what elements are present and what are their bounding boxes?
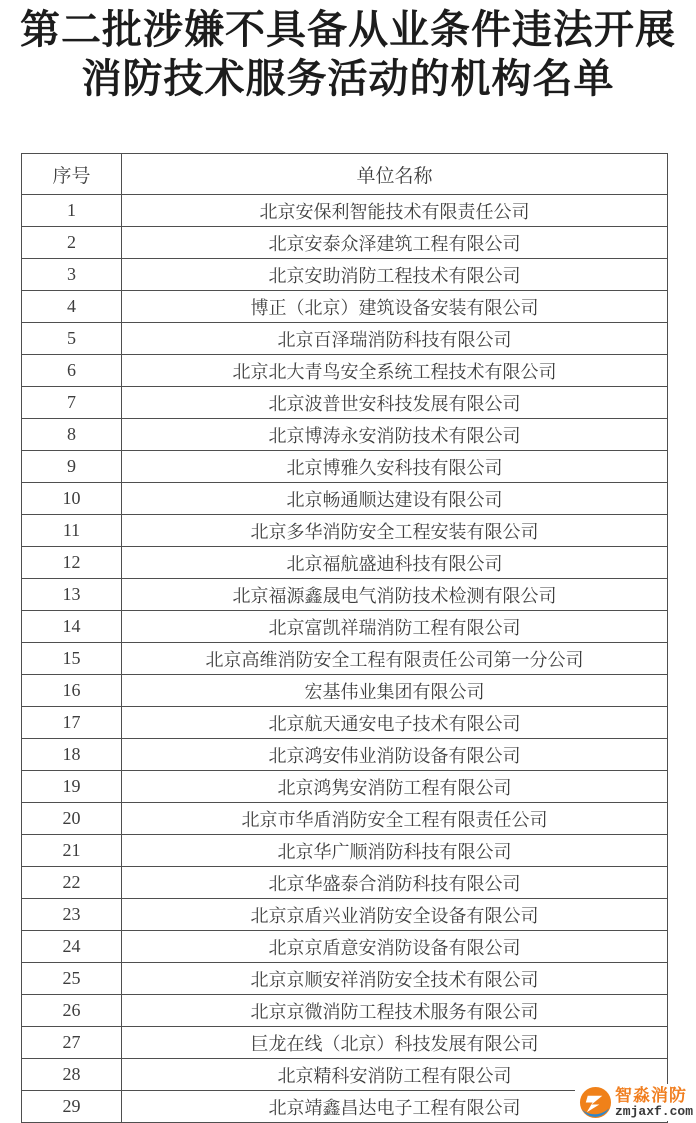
row-number-cell: 19 [22, 771, 122, 803]
company-name-cell: 北京精科安消防工程有限公司 [122, 1059, 668, 1091]
watermark-text [615, 1087, 693, 1118]
table-row [22, 451, 668, 483]
table-row [22, 355, 668, 387]
row-number-cell: 1 [22, 195, 122, 227]
table-row [22, 771, 668, 803]
company-name-cell: 北京博雅久安科技有限公司 [122, 451, 668, 483]
row-number-cell: 22 [22, 867, 122, 899]
row-number-cell: 21 [22, 835, 122, 867]
table-row [22, 739, 668, 771]
table-row [22, 579, 668, 611]
company-name-cell: 北京市华盾消防安全工程有限责任公司 [122, 803, 668, 835]
table-row [22, 835, 668, 867]
company-name-cell: 北京畅通顺达建设有限公司 [122, 483, 668, 515]
row-number-cell: 8 [22, 419, 122, 451]
table-row [22, 1027, 668, 1059]
table-row [22, 419, 668, 451]
row-number-cell: 3 [22, 259, 122, 291]
company-name-cell: 北京富凯祥瑞消防工程有限公司 [122, 611, 668, 643]
company-name-cell: 北京靖鑫昌达电子工程有限公司 [122, 1091, 668, 1123]
table-body [22, 195, 668, 1123]
row-number-cell: 24 [22, 931, 122, 963]
company-name-cell: 北京百泽瑞消防科技有限公司 [122, 323, 668, 355]
row-number-cell: 10 [22, 483, 122, 515]
table-row [22, 867, 668, 899]
table-row [22, 963, 668, 995]
table-row [22, 995, 668, 1027]
row-number-cell: 5 [22, 323, 122, 355]
company-name-cell: 北京博涛永安消防技术有限公司 [122, 419, 668, 451]
company-name-cell: 北京北大青鸟安全系统工程技术有限公司 [122, 355, 668, 387]
row-number-cell: 4 [22, 291, 122, 323]
table-header-row [22, 154, 668, 195]
header-cell-name: 单位名称 [122, 154, 668, 195]
table-row [22, 259, 668, 291]
company-name-cell: 北京福航盛迪科技有限公司 [122, 547, 668, 579]
table-row [22, 899, 668, 931]
row-number-cell: 11 [22, 515, 122, 547]
row-number-cell: 7 [22, 387, 122, 419]
company-name-cell: 北京福源鑫晟电气消防技术检测有限公司 [122, 579, 668, 611]
table-row [22, 611, 668, 643]
company-name-cell: 北京高维消防安全工程有限责任公司第一分公司 [122, 643, 668, 675]
company-name-cell: 博正（北京）建筑设备安装有限公司 [122, 291, 668, 323]
table-row [22, 643, 668, 675]
row-number-cell: 12 [22, 547, 122, 579]
row-number-cell: 27 [22, 1027, 122, 1059]
company-name-cell: 北京京微消防工程技术服务有限公司 [122, 995, 668, 1027]
row-number-cell: 25 [22, 963, 122, 995]
page-title [0, 0, 696, 104]
row-number-cell: 14 [22, 611, 122, 643]
company-name-cell: 北京安保利智能技术有限责任公司 [122, 195, 668, 227]
page-title-line2: 消防技术服务活动的机构名单 [81, 57, 615, 101]
row-number-cell: 9 [22, 451, 122, 483]
watermark-brand: 智淼消防 [614, 1085, 687, 1105]
company-name-cell: 北京安助消防工程技术有限公司 [122, 259, 668, 291]
row-number-cell: 26 [22, 995, 122, 1027]
company-name-cell: 北京鸿安伟业消防设备有限公司 [122, 739, 668, 771]
table-row [22, 1091, 668, 1123]
company-name-cell: 北京华盛泰合消防科技有限公司 [122, 867, 668, 899]
table-row [22, 803, 668, 835]
row-number-cell: 16 [22, 675, 122, 707]
table-row [22, 675, 668, 707]
row-number-cell: 6 [22, 355, 122, 387]
table-row [22, 707, 668, 739]
company-name-cell: 宏基伟业集团有限公司 [122, 675, 668, 707]
table-row [22, 483, 668, 515]
watermark [575, 1084, 696, 1121]
table-row [22, 291, 668, 323]
row-number-cell: 15 [22, 643, 122, 675]
table-row [22, 227, 668, 259]
table-row [22, 547, 668, 579]
row-number-cell: 23 [22, 899, 122, 931]
row-number-cell: 17 [22, 707, 122, 739]
row-number-cell: 2 [22, 227, 122, 259]
row-number-cell: 28 [22, 1059, 122, 1091]
row-number-cell: 13 [22, 579, 122, 611]
table-row [22, 1059, 668, 1091]
table-row [22, 195, 668, 227]
table-row [22, 387, 668, 419]
companies-table [21, 153, 668, 1123]
company-name-cell: 北京华广顺消防科技有限公司 [122, 835, 668, 867]
row-number-cell: 29 [22, 1091, 122, 1123]
table-row [22, 515, 668, 547]
table-row [22, 931, 668, 963]
row-number-cell: 18 [22, 739, 122, 771]
watermark-site: zmjaxf.com [614, 1103, 693, 1119]
company-name-cell: 北京鸿隽安消防工程有限公司 [122, 771, 668, 803]
table-row [22, 323, 668, 355]
row-number-cell: 20 [22, 803, 122, 835]
company-name-cell: 北京安泰众泽建筑工程有限公司 [122, 227, 668, 259]
company-name-cell: 北京京盾意安消防设备有限公司 [122, 931, 668, 963]
company-name-cell: 巨龙在线（北京）科技发展有限公司 [122, 1027, 668, 1059]
company-name-cell: 北京京盾兴业消防安全设备有限公司 [122, 899, 668, 931]
zm-logo-icon [579, 1086, 612, 1119]
page-title-line1: 第二批涉嫌不具备从业条件违法开展 [20, 8, 676, 52]
company-name-cell: 北京多华消防安全工程安装有限公司 [122, 515, 668, 547]
company-name-cell: 北京京顺安祥消防安全技术有限公司 [122, 963, 668, 995]
company-name-cell: 北京波普世安科技发展有限公司 [122, 387, 668, 419]
header-cell-no: 序号 [22, 154, 122, 195]
company-name-cell: 北京航天通安电子技术有限公司 [122, 707, 668, 739]
